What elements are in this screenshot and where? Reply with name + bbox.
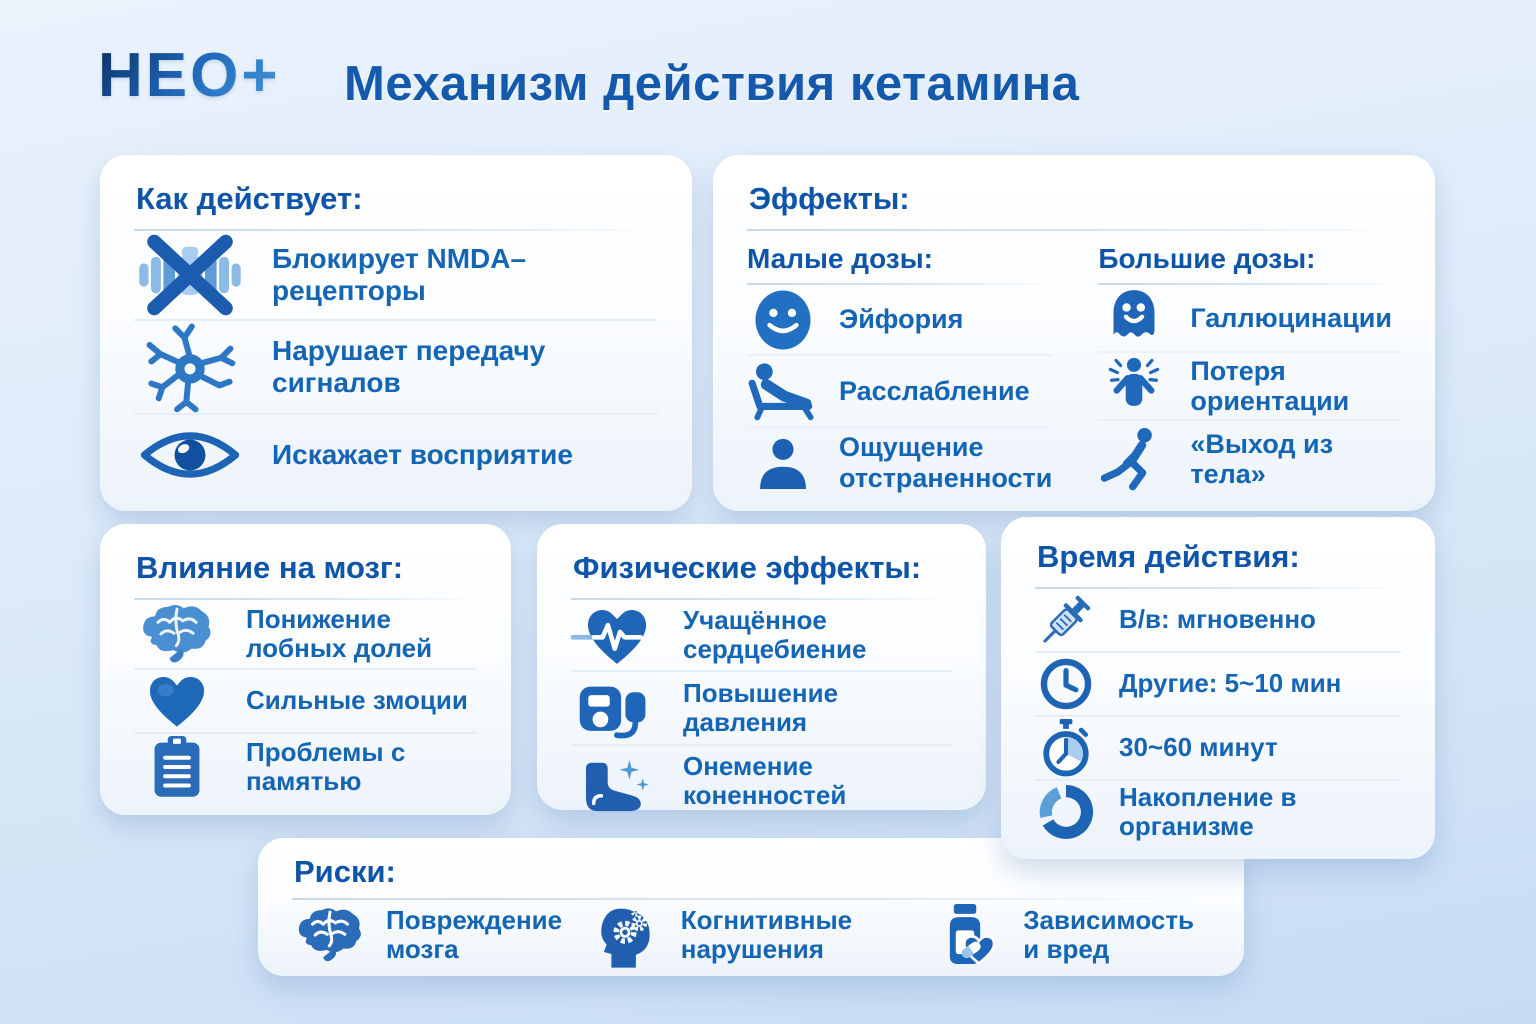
card-physical-effects: [537, 524, 986, 810]
item-label: «Выход из тела»: [1190, 428, 1334, 489]
donut-chart-icon: [1035, 783, 1097, 841]
item-label: В/в: мгновенно: [1119, 604, 1316, 635]
list-item: [134, 732, 477, 800]
smiley-face-icon: [747, 287, 819, 353]
heart-pulse-icon: [571, 600, 657, 670]
list-item: [571, 744, 952, 816]
item-label: Потеря ориентации: [1190, 355, 1350, 416]
large-doses-column: [1098, 231, 1401, 497]
card-title: Физические эффекты:: [573, 550, 922, 585]
item-list: [747, 285, 1052, 497]
neuron-icon: [134, 321, 246, 413]
list-item: [747, 285, 1052, 354]
list-item: [134, 231, 658, 319]
item-label: Зависимость и вред: [1023, 904, 1195, 964]
column-subtitle: Малые дозы:: [747, 243, 933, 274]
item-label: Другие: 5~10 мин: [1119, 668, 1342, 699]
nmda-receptor-blocked-icon: [134, 231, 246, 319]
item-label: Сильные змоции: [246, 685, 468, 716]
list-item: [1035, 589, 1401, 651]
ghost-icon: [1098, 285, 1170, 351]
list-item: [747, 354, 1052, 426]
item-label: 30~60 минут: [1119, 732, 1278, 763]
eye-icon: [134, 422, 246, 488]
card-brain-impact: [100, 524, 511, 815]
disoriented-person-icon: [1098, 353, 1170, 419]
card-title: Риски:: [294, 854, 396, 889]
card-how-it-works: [100, 155, 692, 511]
stopwatch-icon: [1035, 717, 1097, 779]
list-item: [1098, 419, 1401, 497]
list-item: [134, 668, 477, 732]
heart-icon: [134, 670, 220, 732]
pill-bottle-icon: [929, 900, 1005, 970]
list-item: [134, 319, 658, 413]
item-label: Эйфория: [839, 304, 964, 335]
item-label: Галлюцинации: [1190, 302, 1392, 333]
item-label: Нарушает передачу сигналов: [272, 335, 546, 398]
out-of-body-icon: [1098, 421, 1170, 497]
column-subtitle: Большие дозы:: [1098, 243, 1316, 274]
item-label: Расслабление: [839, 375, 1030, 406]
small-doses-column: [747, 231, 1052, 497]
list-item: [1035, 651, 1401, 715]
item-label: Понижение лобных долей: [246, 603, 433, 663]
item-label: Искажает восприятие: [272, 439, 573, 471]
head-gears-icon: [587, 901, 663, 969]
list-item: [292, 904, 587, 966]
brain-icon: [134, 600, 220, 668]
list-item: [747, 426, 1052, 497]
damaged-brain-icon: [292, 904, 368, 966]
clock-icon: [1035, 655, 1097, 713]
neo-plus-logo: НЕО+: [98, 41, 281, 110]
card-title: Эффекты:: [749, 181, 910, 216]
item-label: Онемение коненностей: [683, 750, 847, 810]
clipboard-icon: [134, 734, 220, 800]
item-list: [292, 900, 1210, 970]
card-duration: [1001, 517, 1435, 859]
item-label: Проблемы с памятью: [246, 736, 406, 796]
item-list: [1035, 589, 1401, 843]
item-label: Повышение давления: [683, 677, 839, 737]
item-label: Накопление в организме: [1119, 781, 1297, 841]
item-list: [134, 231, 658, 495]
relaxing-person-icon: [747, 356, 819, 426]
list-item: [587, 901, 930, 969]
item-list: [134, 600, 477, 800]
syringe-icon: [1035, 589, 1097, 651]
item-label: Повреждение мозга: [386, 904, 563, 964]
list-item: [1035, 779, 1401, 843]
list-item: [571, 600, 952, 670]
page-title: Механизм действия кетамина: [344, 57, 1080, 111]
list-item: [1098, 351, 1401, 419]
blood-pressure-icon: [571, 672, 657, 744]
list-item: [134, 413, 658, 495]
item-label: Блокирует NMDA–рецепторы: [272, 243, 527, 306]
card-title: Как действует:: [136, 181, 363, 216]
person-bust-icon: [747, 430, 819, 496]
card-title: Время действия:: [1037, 539, 1300, 574]
list-item: [929, 900, 1210, 970]
list-item: [571, 670, 952, 744]
item-list: [1098, 285, 1401, 497]
card-title: Влияние на мозг:: [136, 550, 404, 585]
list-item: [134, 600, 477, 668]
numb-foot-icon: [571, 746, 657, 816]
list-item: [1035, 715, 1401, 779]
card-effects: [713, 155, 1435, 511]
item-label: Когнитивные нарушения: [680, 904, 853, 964]
item-list: [571, 600, 952, 816]
effects-columns: [747, 231, 1401, 497]
item-label: Учащённое сердцебиение: [683, 604, 867, 664]
list-item: [1098, 285, 1401, 351]
item-label: Ощущение отстраненности: [839, 432, 1053, 493]
